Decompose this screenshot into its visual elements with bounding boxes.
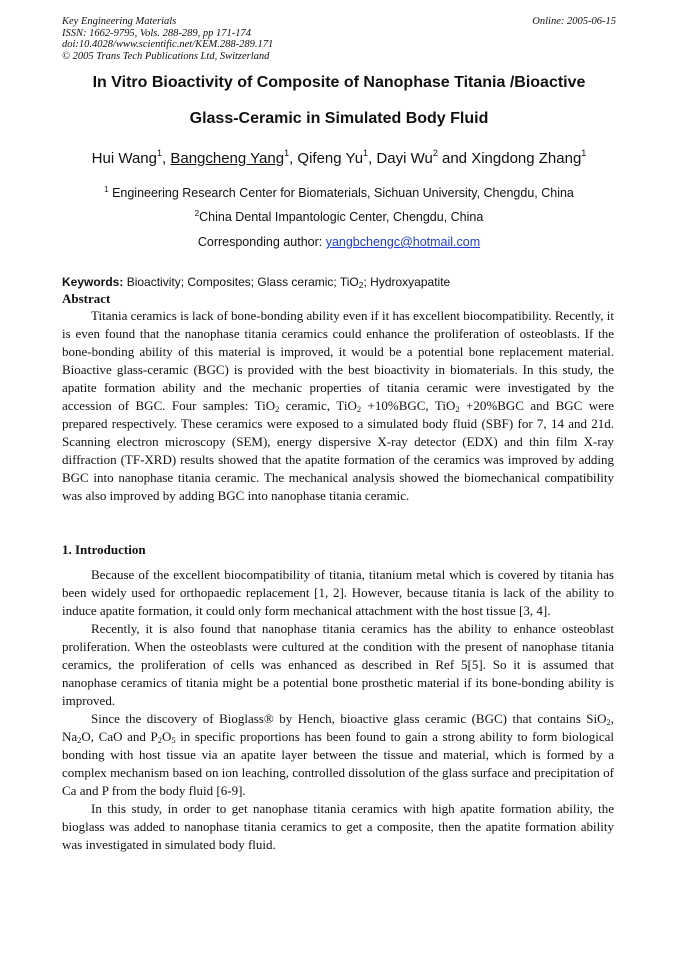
- text-run: in specific proportions has been found to gain a strong ability to form biological bonding with host tissue via an apatite layer between the tissue and material, which is formed by a complex mechanism based on ion leaching, controlled dissolution of the glass surface and precipitation of Ca and P from the body fluid [6-9].: [62, 729, 614, 798]
- corresponding-email-link[interactable]: yangbchengc@hotmail.com: [325, 235, 481, 249]
- author-name: Xingdong Zhang: [471, 150, 582, 167]
- author-affil-sup: 2: [432, 148, 438, 158]
- journal-name: Key Engineering Materials: [62, 16, 177, 27]
- text-run: ceramic, TiO: [279, 398, 357, 413]
- author-name: Dayi Wu: [376, 150, 433, 167]
- text-run: , Na: [62, 711, 614, 744]
- author-name-corresponding: Bangcheng Yang: [170, 150, 285, 167]
- affiliation-2: [20, 210, 658, 224]
- text-run: O: [161, 729, 172, 744]
- author-separator: ,: [289, 150, 298, 167]
- text-run: Since the discovery of Bioglass® by Hench, bioactive glass ceramic (BGC) that contains SiO: [91, 711, 607, 726]
- corresponding-label: Corresponding author:: [197, 235, 326, 249]
- affiliation-sup: 1: [104, 185, 109, 194]
- affiliation-text: Engineering Research Center for Biomaterials, Sichuan University, Chengdu, China: [112, 186, 574, 200]
- subscript: 2: [606, 717, 611, 727]
- subscript: 2: [356, 404, 362, 414]
- intro-paragraph-1: Because of the excellent biocompatibility of titania, titanium metal which is covered by titania has been widely used for orthopaedic replacement [1, 2]. However, because titania is lack of the ability to induce apatite formation, it could only form mechanical attachment with the host tissue [3, 4].: [62, 567, 614, 618]
- corresponding-author: [20, 235, 658, 249]
- text-run: +10%BGC, TiO: [361, 398, 456, 413]
- abstract-paragraph: [62, 307, 614, 505]
- author-affil-sup: 1: [156, 148, 162, 158]
- author-name: Qifeng Yu: [297, 150, 364, 167]
- keywords-text: Bioactivity; Composites; Glass ceramic; TiO: [123, 275, 359, 289]
- affiliation-text: China Dental Impantologic Center, Chengdu, China: [199, 210, 484, 224]
- text-run: O, CaO and P: [81, 729, 158, 744]
- subscript: 2: [455, 404, 460, 414]
- text-run: +20%BGC and BGC were prepared respectively. These ceramics were exposed to a simulated body fluid (SBF) for 7, 14 and 21d. Scanning electron microscopy (SEM), energy dispersive X-ray detector (EDX) and thin film X-ray diffraction (TF-XRD) results showed that the apatite formation of the ceramics was improved by adding BGC into nanophase titania ceramic. The mechanical analysis showed the biomechanical compatibility was also improved by adding BGC into nanophase titania ceramic.: [62, 398, 614, 503]
- intro-paragraph-2: Recently, it is also found that nanophase titania ceramics has the ability to enhance osteoblast proliferation. When the osteoblasts were cultured at the condition with the present of nanophase titania ceramics, the proliferation of cells was enhanced as described in Ref 5[5]. So it is assumed that nanophase ceramics of titania might be a potential bone prosthetic material if its bone-bonding ability is improved.: [62, 621, 614, 708]
- doi-line: doi:10.4028/www.scientific.net/KEM.288-289.171: [62, 39, 274, 50]
- subscript: 2: [358, 280, 364, 290]
- affiliation-1: [20, 186, 658, 200]
- keywords-text: ; Hydroxyapatite: [363, 275, 451, 289]
- affiliation-sup: 2: [194, 209, 200, 218]
- author-name: Hui Wang: [91, 150, 157, 167]
- subscript: 2: [157, 735, 162, 745]
- journal-header: [62, 16, 273, 62]
- online-date: Online: 2005-06-15: [532, 16, 616, 27]
- author-separator: ,: [162, 150, 171, 167]
- subscript: 2: [77, 735, 82, 745]
- keywords-label: Keywords:: [62, 275, 124, 289]
- paper-title-line-2: Glass-Ceramic in Simulated Body Fluid: [189, 110, 489, 127]
- text-run: Titania ceramics is lack of bone-bonding ability even if it has excellent biocompatibility. Recently, it is even found that the nanophase titania ceramics could enhance the proliferation of osteoblasts. If the bone-bonding ability of this material is improved, it would be a potential bone replacement material. Bioactive glass-ceramic (BGC) is provided with the best bioactivity in biomaterials. In this study, the apatite formation ability and the mechanic properties of titania ceramic were investigated by the accession of BGC. Four samples: TiO: [62, 308, 614, 413]
- author-separator: ,: [368, 150, 377, 167]
- author-list: [20, 150, 658, 167]
- paper-title-line-1: In Vitro Bioactivity of Composite of Nanophase Titania /Bioactive: [92, 74, 586, 91]
- subscript: 5: [171, 735, 176, 745]
- author-affil-sup: 1: [284, 148, 290, 158]
- subscript: 2: [275, 404, 280, 414]
- copyright-line: © 2005 Trans Tech Publications Ltd, Switzerland: [62, 50, 270, 62]
- author-separator: and: [437, 150, 472, 167]
- keywords-line: [62, 275, 450, 289]
- intro-paragraph-4: In this study, in order to get nanophase titania ceramics with high apatite formation ability, the bioglass was added to nanophase titania ceramics to get a composite, then the apatite formation ability was investigated in simulated body fluid.: [62, 801, 614, 852]
- introduction-heading: 1. Introduction: [62, 542, 146, 557]
- introduction-body: [62, 566, 614, 854]
- issn-line: ISSN: 1662-9795, Vols. 288-289, pp 171-174: [62, 27, 251, 39]
- abstract-body: [62, 307, 614, 505]
- abstract-heading: Abstract: [62, 291, 111, 306]
- intro-paragraph-3: [62, 710, 614, 800]
- author-affil-sup: 1: [581, 148, 587, 158]
- author-affil-sup: 1: [363, 148, 369, 158]
